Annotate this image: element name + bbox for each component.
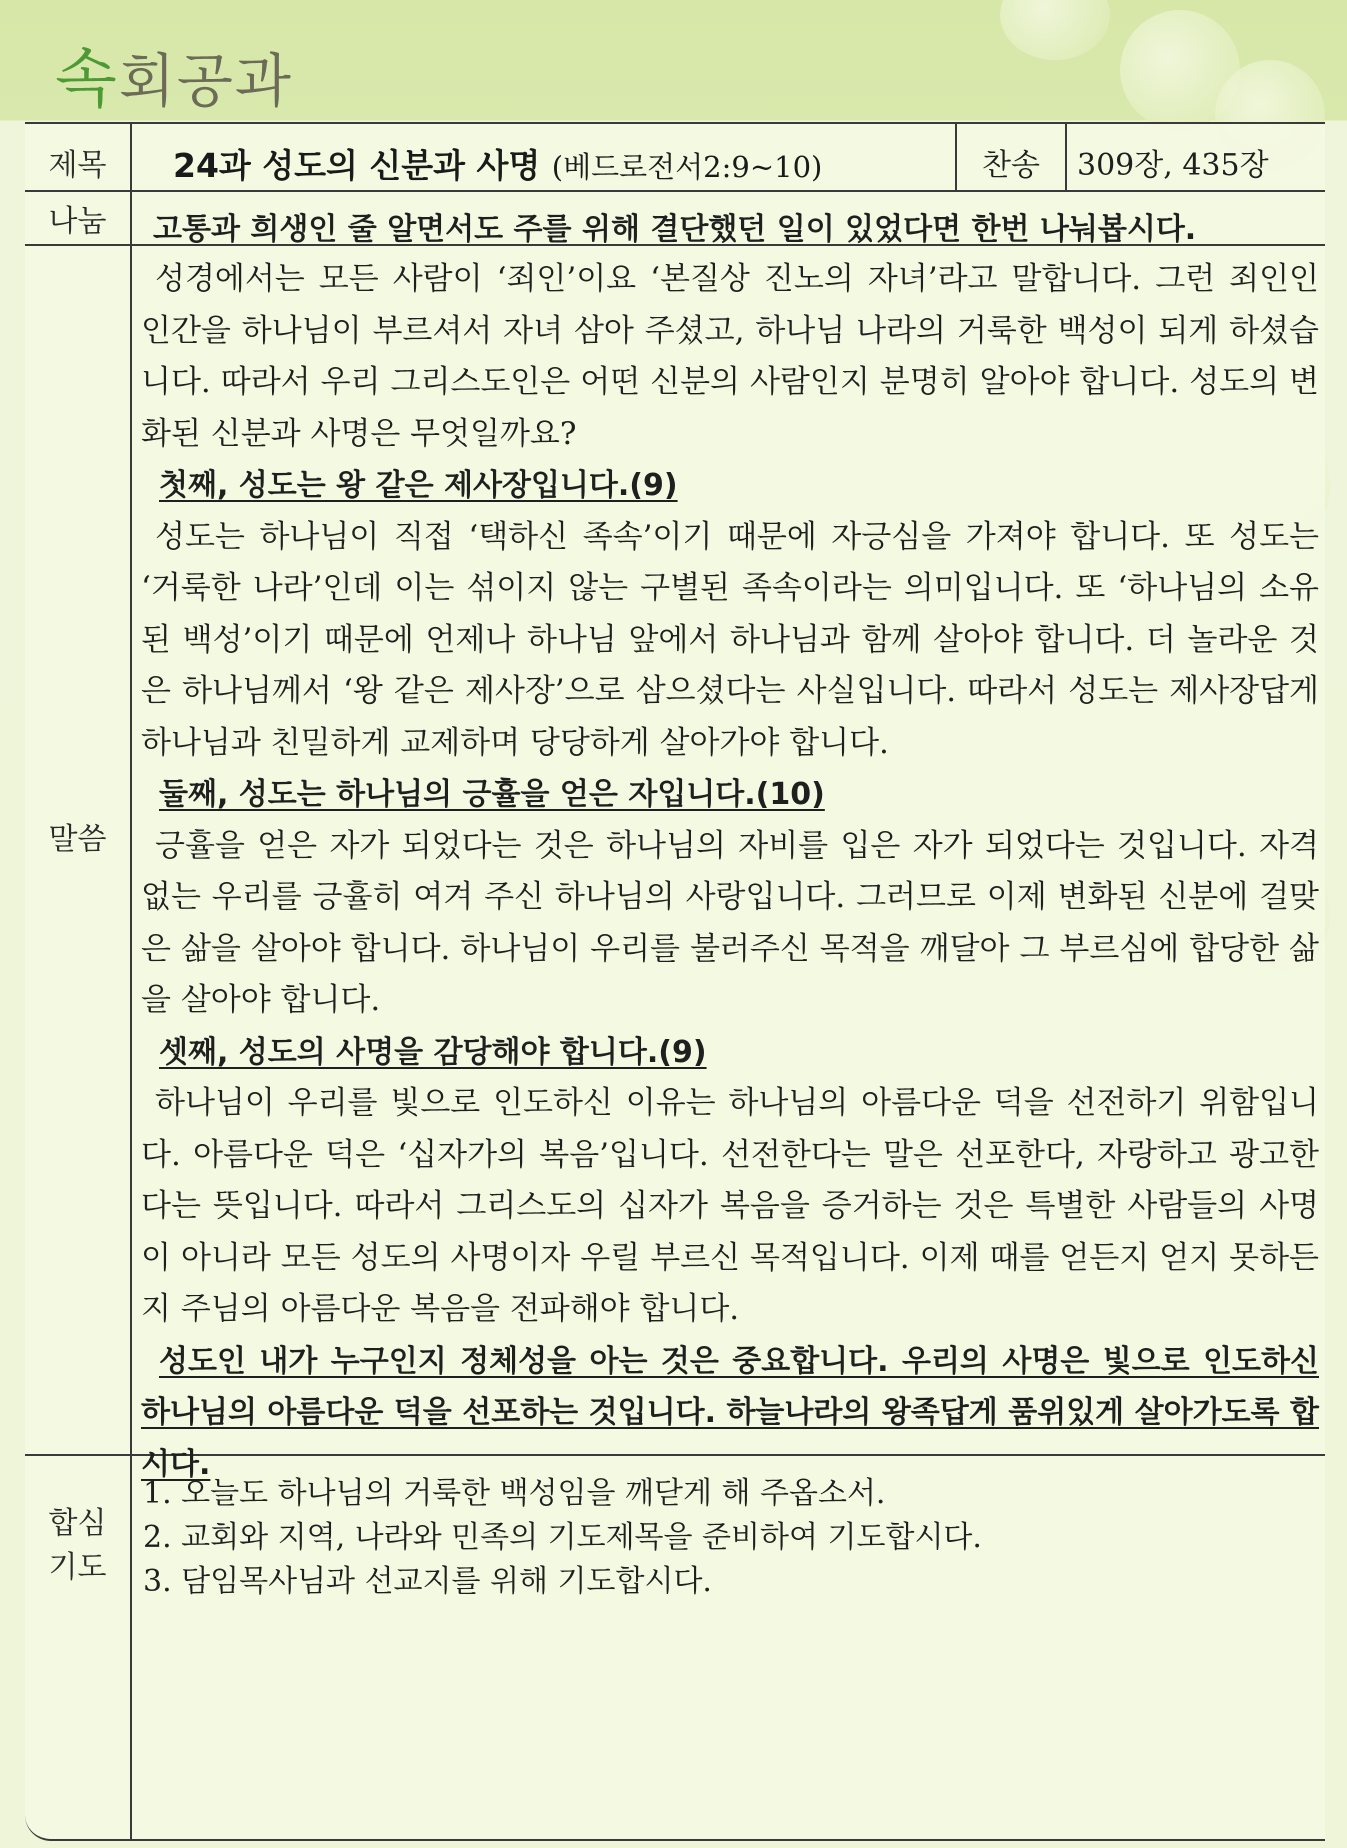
point-text: 성도는 하나님이 직접 ‘택하신 족속’이기 때문에 자긍심을 가져야 합니다. 또 성도는 ‘거룩한 나라’인데 이는 섞이지 않는 구별된 족속이라는 의미입니다. 또 ‘하나님의 소유된 백성’이기 때문에 언제나 하나님 앞에서 하나님과 함께 살아야 합니다. 더 놀라운 것은 하나님께서 ‘왕 같은 제사장’으로 삼으셨다는 사실입니다. 따라서 성도는 제사장답게 하나님과 친밀하게 교제하며 당당하게 살아가야 합니다. — [141, 518, 1319, 761]
point-heading: 둘째, 성도는 하나님의 긍휼을 얻은 자입니다.(10) — [159, 777, 825, 812]
prayer-label — [25, 1502, 130, 1590]
title-accent: 속 — [55, 43, 119, 117]
prayer-list — [143, 1472, 1313, 1604]
sermon-label: 말씀 — [48, 822, 107, 857]
label-column-divider — [130, 124, 132, 1839]
point-text: 하나님이 우리를 빛으로 인도하신 이유는 하나님의 아름다운 덕을 선전하기 위함입니다. 아름다운 덕은 ‘십자가의 복음’입니다. 선전한다는 말은 선포한다, 자랑하고 광고한다는 뜻입니다. 따라서 그리스도의 십자가 복음을 증거하는 것은 특별한 사람들의 사명이 아니라 모든 성도의 사명이자 우릴 부르신 목적입니다. 이제 때를 얻든지 얻지 못하든지 주님의 아름다운 복음을 전파해야 합니다. — [141, 1085, 1319, 1327]
hymn-value: 309장, 435장 — [1077, 148, 1269, 183]
scripture-reference: (베드로전서2:9~10) — [551, 150, 823, 184]
row-divider — [25, 190, 1325, 192]
prayer-item: 2. 교회와 지역, 나라와 민족의 기도제목을 준비하여 기도합시다. — [143, 1520, 982, 1555]
lesson-title — [173, 140, 822, 187]
hymn-label: 찬송 — [982, 148, 1040, 183]
sermon-conclusion: 성도인 내가 누구인지 정체성을 아는 것은 중요합니다. 우리의 사명은 빛으로 인도하신 하나님의 아름다운 덕을 선포하는 것입니다. 하늘나라의 왕족답게 품위있게 살아가도록 합시다. — [141, 1343, 1319, 1482]
clover-decoration — [1000, 0, 1110, 60]
sermon-body — [141, 254, 1319, 1490]
lesson-title-text: 24과 성도의 신분과 사명 — [173, 146, 541, 185]
point-heading: 첫째, 성도는 왕 같은 제사장입니다.(9) — [159, 468, 678, 503]
hymn-divider — [1065, 124, 1067, 190]
sharing-label: 나눔 — [48, 204, 107, 239]
point-text: 긍휼을 얻은 자가 되었다는 것은 하나님의 자비를 입은 자가 되었다는 것입니다. 자격 없는 우리를 긍휼히 여겨 주신 하나님의 사랑입니다. 그러므로 이제 변화된 신분에 걸맞은 삶을 살아야 합니다. 하나님이 우리를 불러주신 목적을 깨달아 그 부르심에 합당한 삶을 살아야 합니다. — [141, 827, 1319, 1018]
sermon-intro: 성경에서는 모든 사람이 ‘죄인’이요 ‘본질상 진노의 자녀’라고 말합니다. 그런 죄인인 인간을 하나님이 부르셔서 자녀 삼아 주셨고, 하나님 나라의 거룩한 백성이 되게 하셨습니다. 따라서 우리 그리스도인은 어떤 신분의 사람인지 분명히 알아야 합니다. 성도의 변화된 신분과 사명은 무엇일까요? — [141, 261, 1319, 452]
page-title — [55, 28, 293, 120]
title-rest: 회공과 — [118, 47, 293, 115]
point-heading: 셋째, 성도의 사명을 감당해야 합니다.(9) — [159, 1034, 707, 1070]
prayer-item: 1. 오늘도 하나님의 거룩한 백성임을 깨닫게 해 주옵소서. — [143, 1476, 886, 1511]
prayer-label-line2: 기도 — [48, 1550, 107, 1585]
title-label: 제목 — [48, 148, 107, 183]
prayer-item: 3. 담임목사님과 선교지를 위해 기도합시다. — [143, 1564, 712, 1599]
prayer-label-line1: 합심 — [48, 1506, 107, 1541]
sharing-question: 고통과 희생인 줄 알면서도 주를 위해 결단했던 일이 있었다면 한번 나눠봅시다. — [153, 212, 1197, 247]
